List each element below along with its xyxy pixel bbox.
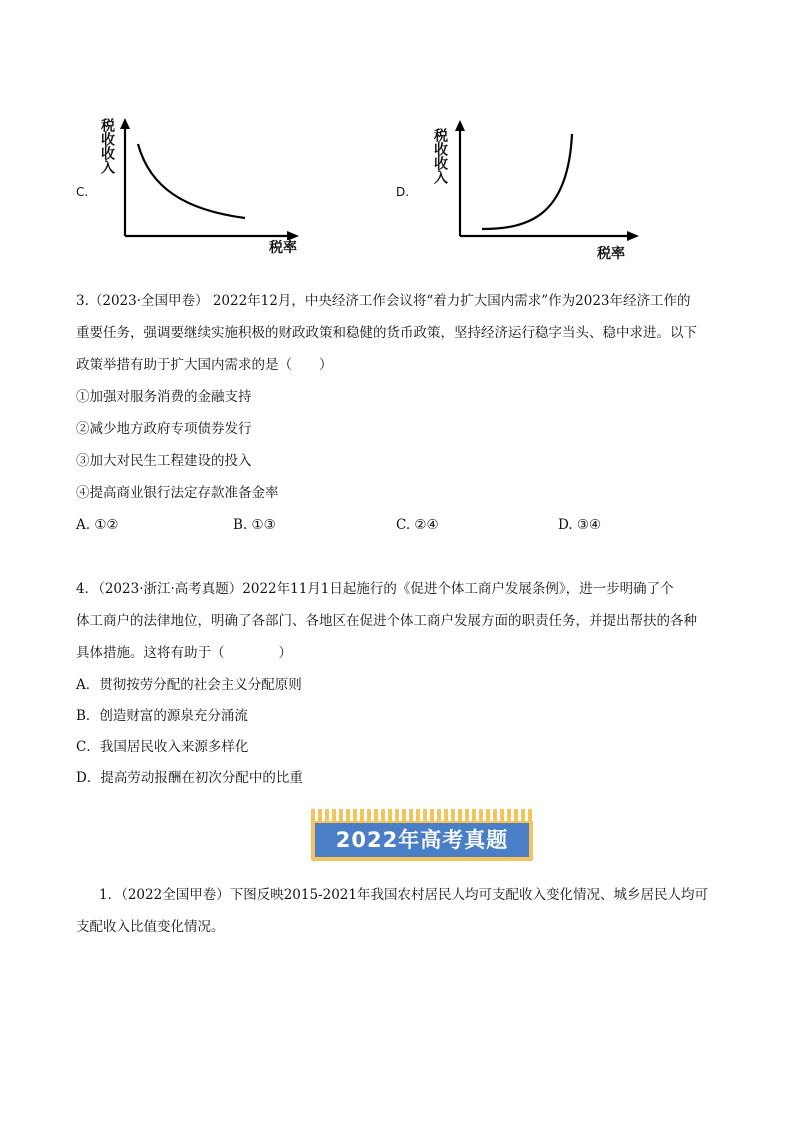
- graph-c-ylabel: 税收收入: [99, 118, 115, 174]
- graph-d-xlabel: 税率: [597, 246, 625, 262]
- q3-stem-line2: 重要任务，强调要继续实施积极的财政政策和稳健的货币政策，坚持经济运行稳字当头、稳中求进。以下: [76, 325, 697, 341]
- section-banner: [311, 809, 533, 861]
- q3-item-2: ②减少地方政府专项债券发行: [76, 421, 252, 437]
- q4-option-c: C．我国居民收入来源多样化: [76, 739, 249, 755]
- q1-2022-stem-line2: 支配收入比值变化情况。: [76, 919, 225, 935]
- graph-d-y-arrow: [455, 120, 465, 131]
- graph-d-curve: [482, 134, 572, 229]
- q1-2022-stem-line1: 1．（2022全国甲卷）下图反映2015-2021年我国农村居民人均可支配收入变化情况、城乡居民人均可: [99, 887, 708, 903]
- graph-c-y-arrow: [120, 118, 130, 129]
- q4-option-a: A．贯彻按劳分配的社会主义分配原则: [76, 677, 302, 693]
- graph-c-xlabel: 税率: [269, 240, 297, 256]
- q4-option-d: D．提高劳动报酬在初次分配中的比重: [76, 770, 303, 786]
- q3-item-3: ③加大对民生工程建设的投入: [76, 453, 252, 469]
- q3-stem-line3: 政策举措有助于扩大国内需求的是（ ）: [76, 357, 333, 373]
- banner-title: 2022年高考真题: [315, 823, 529, 857]
- banner-dot-strip: [311, 809, 533, 821]
- q4-stem-line2: 体工商户的法律地位，明确了各部门、各地区在促进个体工商户发展方面的职责任务，并提出帮扶的各种: [76, 613, 697, 629]
- q4-option-b: B．创造财富的源泉充分涌流: [76, 708, 248, 724]
- q3-option-c: C. ②④: [396, 517, 439, 533]
- graph-d-x-arrow: [627, 231, 639, 241]
- q4-stem-line3: 具体措施。这将有助于（ ）: [76, 645, 292, 661]
- q3-item-4: ④提高商业银行法定存款准备金率: [76, 485, 279, 501]
- q3-option-a: A. ①②: [76, 517, 119, 533]
- q3-option-b: B. ①③: [233, 517, 276, 533]
- q3-option-d: D. ③④: [558, 517, 602, 533]
- graph-c-option-label: C.: [76, 185, 89, 199]
- graph-d-option-label: D.: [396, 185, 410, 199]
- graph-d-ylabel: 税收收入: [432, 128, 448, 184]
- graph-d-plot: [450, 120, 640, 242]
- q4-stem-line1: 4．（2023·浙江·高考真题）2022年11月1日起施行的《促进个体工商户发展条例》，进一步明确了个: [76, 581, 674, 597]
- graph-c-curve: [138, 144, 245, 218]
- graph-c-plot: [115, 118, 300, 240]
- q3-item-1: ①加强对服务消费的金融支持: [76, 389, 252, 405]
- q3-stem-line1: 3.（2023·全国甲卷） 2022年12月，中央经济工作会议将“着力扩大国内需求”作为2023年经济工作的: [76, 293, 691, 309]
